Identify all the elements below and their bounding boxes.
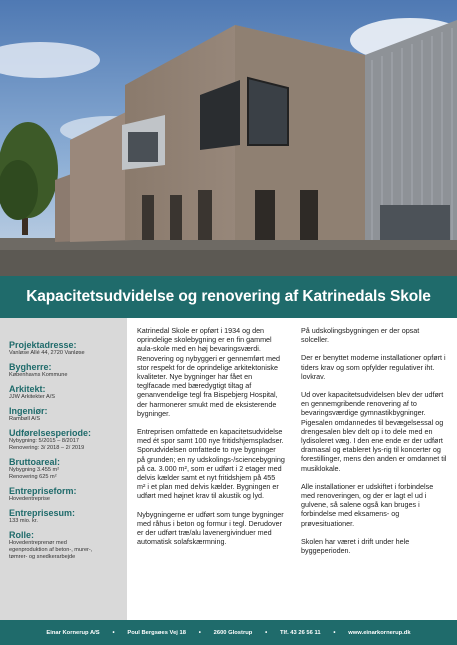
- project-fact-label: Entreprisesum:: [9, 508, 76, 518]
- project-fact-value: Nybygning: 5/2015 – 8/2017: [9, 438, 79, 444]
- body-paragraph: Ud over kapacitetsudvidelsen blev der udført en gennemgribende renovering af to bevaringsværdige gymnastikbygninger. Pigesalen omdannedes til bevægelsessal og drengesalen blev delt op i to dele med en lydisoleret væg. I den ene ende er der udført dramasal og etableret lys-rig til koncerter og forestillinger, mens den anden er omdannet til musiklokale.: [301, 390, 447, 473]
- body-column-left: [137, 326, 285, 555]
- project-fact-label: Udførelsesperiode:: [9, 428, 92, 438]
- project-fact-value: egenproduktion af beton-, murer-,: [9, 547, 93, 553]
- project-fact-value: Københavns Kommune: [9, 372, 68, 378]
- project-facts-sidebar: [0, 318, 127, 620]
- body-column-right: [301, 326, 447, 564]
- project-fact-value: tømrer- og snedkerarbejde: [9, 554, 76, 560]
- project-fact: [9, 406, 127, 423]
- body-paragraph: Skolen har været i drift under hele byggeperioden.: [301, 536, 410, 556]
- body-paragraph: Katrinedal Skole er opført i 1934 og den oprindelige skolebygning er en fin gammel aula-skole med en høj bevaringsværdi. Renovering og nybyggeri er gennemført med stor respekt for de oprindelige arkitektoniske kvaliteter. Nye bygninger har fået en teglfacade med bæredygtigt tiltag af genanvendelige tegl fra Bispebjerg Hospital, der harmonerer smukt med de eksisterende bygninger.: [137, 326, 281, 418]
- project-fact: [9, 340, 127, 357]
- project-fact-label: Ingeniør:: [9, 406, 48, 416]
- project-fact-label: Projektadresse:: [9, 340, 77, 350]
- body-paragraph: Nybygningerne er udført som tunge bygninger med råhus i beton og formur i tegl. Derudover er der udført træ/alu lavenergivinduer med automatisk solafskærmning.: [137, 509, 284, 547]
- school-building-photo: [0, 0, 457, 276]
- project-fact-value: 133 mio. kr.: [9, 518, 38, 524]
- project-fact-value: Renovering 625 m²: [9, 474, 57, 480]
- footer-separator: •: [198, 629, 201, 636]
- body-paragraph: Der er benyttet moderne installationer opført i tiders krav og som opfylder regulativer iht. lovkrav.: [301, 353, 446, 381]
- footer-separator: •: [112, 629, 115, 636]
- project-fact-value: JJW Arkitekter A/S: [9, 394, 56, 400]
- project-fact-value: Hovedentreprenør med: [9, 540, 67, 546]
- project-fact: [9, 508, 127, 525]
- page-title: Kapacitetsudvidelse og renovering af Katrinedals Skole: [26, 288, 431, 305]
- footer-separator: •: [333, 629, 336, 636]
- project-fact-label: Bygherre:: [9, 362, 52, 372]
- project-fact-label: Rolle:: [9, 530, 35, 540]
- body-paragraph: Entreprisen omfattede en kapacitetsudvidelse med ét spor samt 100 nye fritidshjemspladser. Sporudvidelsen omfattede to nye bygninger på grunden; en ny udskolings-/sciencebygning på ca. 3.000 m², som er udført i 2 etager med delvis kælder samt et nyt fritidshjem på 455 m² i et plan med delvis kælder. Bygningen er udført med højnet krav til akustik og lyd.: [137, 427, 285, 501]
- footer-city: 2600 Glostrup: [213, 629, 253, 636]
- project-fact-value: Rambøll A/S: [9, 416, 41, 422]
- project-fact-value: Renovering: 3/ 2018 – 2/ 2019: [9, 445, 85, 451]
- footer-separator: •: [265, 629, 268, 636]
- project-fact-value: Hovedentreprise: [9, 496, 51, 502]
- project-fact: [9, 362, 127, 379]
- footer-bar: [0, 620, 457, 645]
- title-band: [0, 276, 457, 318]
- footer-company: Einar Kornerup A/S: [46, 629, 100, 636]
- project-fact-label: Entrepriseform:: [9, 486, 77, 496]
- project-fact-label: Bruttoareal:: [9, 457, 61, 467]
- project-fact: [9, 530, 127, 561]
- footer-address: Poul Bergsøes Vej 18: [127, 629, 186, 636]
- project-fact: [9, 457, 127, 481]
- footer-phone: Tlf. 43 26 56 11: [279, 629, 321, 636]
- project-fact: [9, 384, 127, 401]
- project-fact-label: Arkitekt:: [9, 384, 46, 394]
- project-fact: [9, 428, 127, 452]
- project-fact-value: Nybygning 3.455 m²: [9, 467, 60, 473]
- project-fact-value: Vanløse Allé 44, 2720 Vanløse: [9, 350, 85, 356]
- body-paragraph: Alle installationer er udskiftet i forbindelse med renoveringen, og der er lagt el ud i gulvene, så salene også kan bruges i forbindelse med eksamens- og prøvesituationer.: [301, 481, 434, 528]
- footer-website[interactable]: www.einarkornerup.dk: [348, 629, 411, 636]
- body-paragraph: På udskolingsbygningen er der opsat solceller.: [301, 326, 420, 345]
- project-fact: [9, 486, 127, 503]
